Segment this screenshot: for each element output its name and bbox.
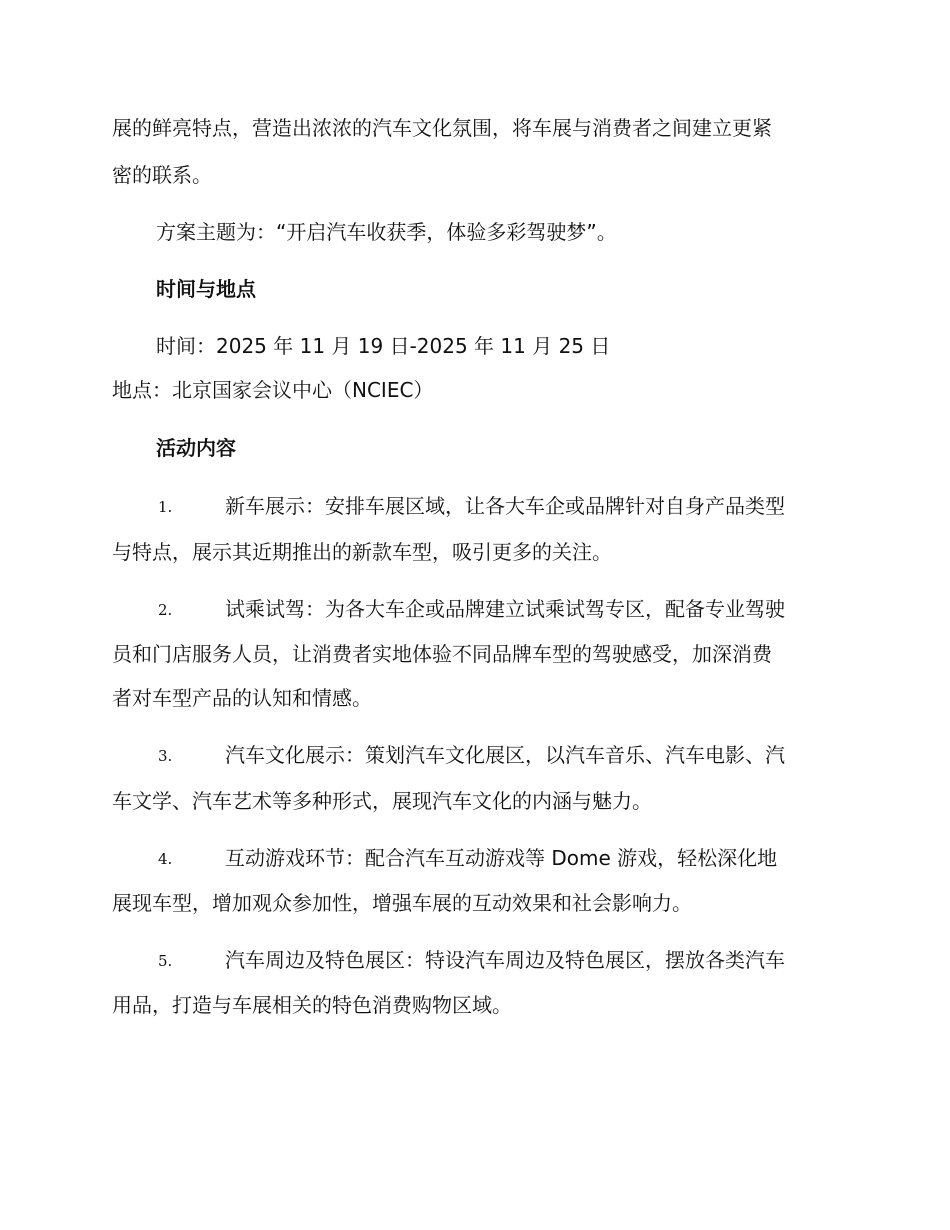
list-item-text: 试乘试驾：为各大车企或品牌建立试乘试驾专区，配备专业驾驶	[225, 597, 785, 621]
list-item-text: 车文学、汽车艺术等多种形式，展现汽车文化的内涵与魅力。	[112, 789, 652, 813]
list-item-text: 汽车周边及特色展区：特设汽车周边及特色展区，摆放各类汽车	[225, 948, 785, 972]
list-item-text: 互动游戏环节：配合汽车互动游戏等 Dome 游戏，轻松深化地	[225, 846, 778, 870]
activities-heading: 活动内容	[156, 436, 236, 460]
list-item-text: 者对车型产品的认知和情感。	[112, 686, 372, 710]
list-item-number: 2.	[158, 601, 173, 619]
place-line: 地点：北京国家会议中心（NCIEC）	[112, 378, 434, 402]
intro-line-2: 密的联系。	[112, 163, 212, 187]
list-item-text: 用品，打造与车展相关的特色消费购物区域。	[112, 993, 512, 1017]
list-item-text: 员和门店服务人员，让消费者实地体验不同品牌车型的驾驶感受，加深消费	[112, 642, 772, 666]
theme-paragraph: 方案主题为：“开启汽车收获季，体验多彩驾驶梦”。	[156, 220, 617, 244]
list-item-number: 1.	[158, 498, 173, 516]
list-item-text: 汽车文化展示：策划汽车文化展区，以汽车音乐、汽车电影、汽	[225, 743, 785, 767]
list-item-text: 展现车型，增加观众参加性，增强车展的互动效果和社会影响力。	[112, 891, 692, 915]
time-line: 时间：2025 年 11 月 19 日-2025 年 11 月 25 日	[156, 334, 611, 358]
list-item-text: 新车展示：安排车展区域，让各大车企或品牌针对自身产品类型	[225, 494, 785, 518]
list-item-number: 4.	[158, 850, 173, 868]
list-item-number: 5.	[158, 952, 173, 970]
list-item-number: 3.	[158, 747, 173, 765]
intro-line-1: 展的鲜亮特点，营造出浓浓的汽车文化氛围，将车展与消费者之间建立更紧	[112, 116, 772, 140]
time-place-heading: 时间与地点	[156, 277, 256, 301]
list-item-text: 与特点，展示其近期推出的新款车型，吸引更多的关注。	[112, 540, 612, 564]
